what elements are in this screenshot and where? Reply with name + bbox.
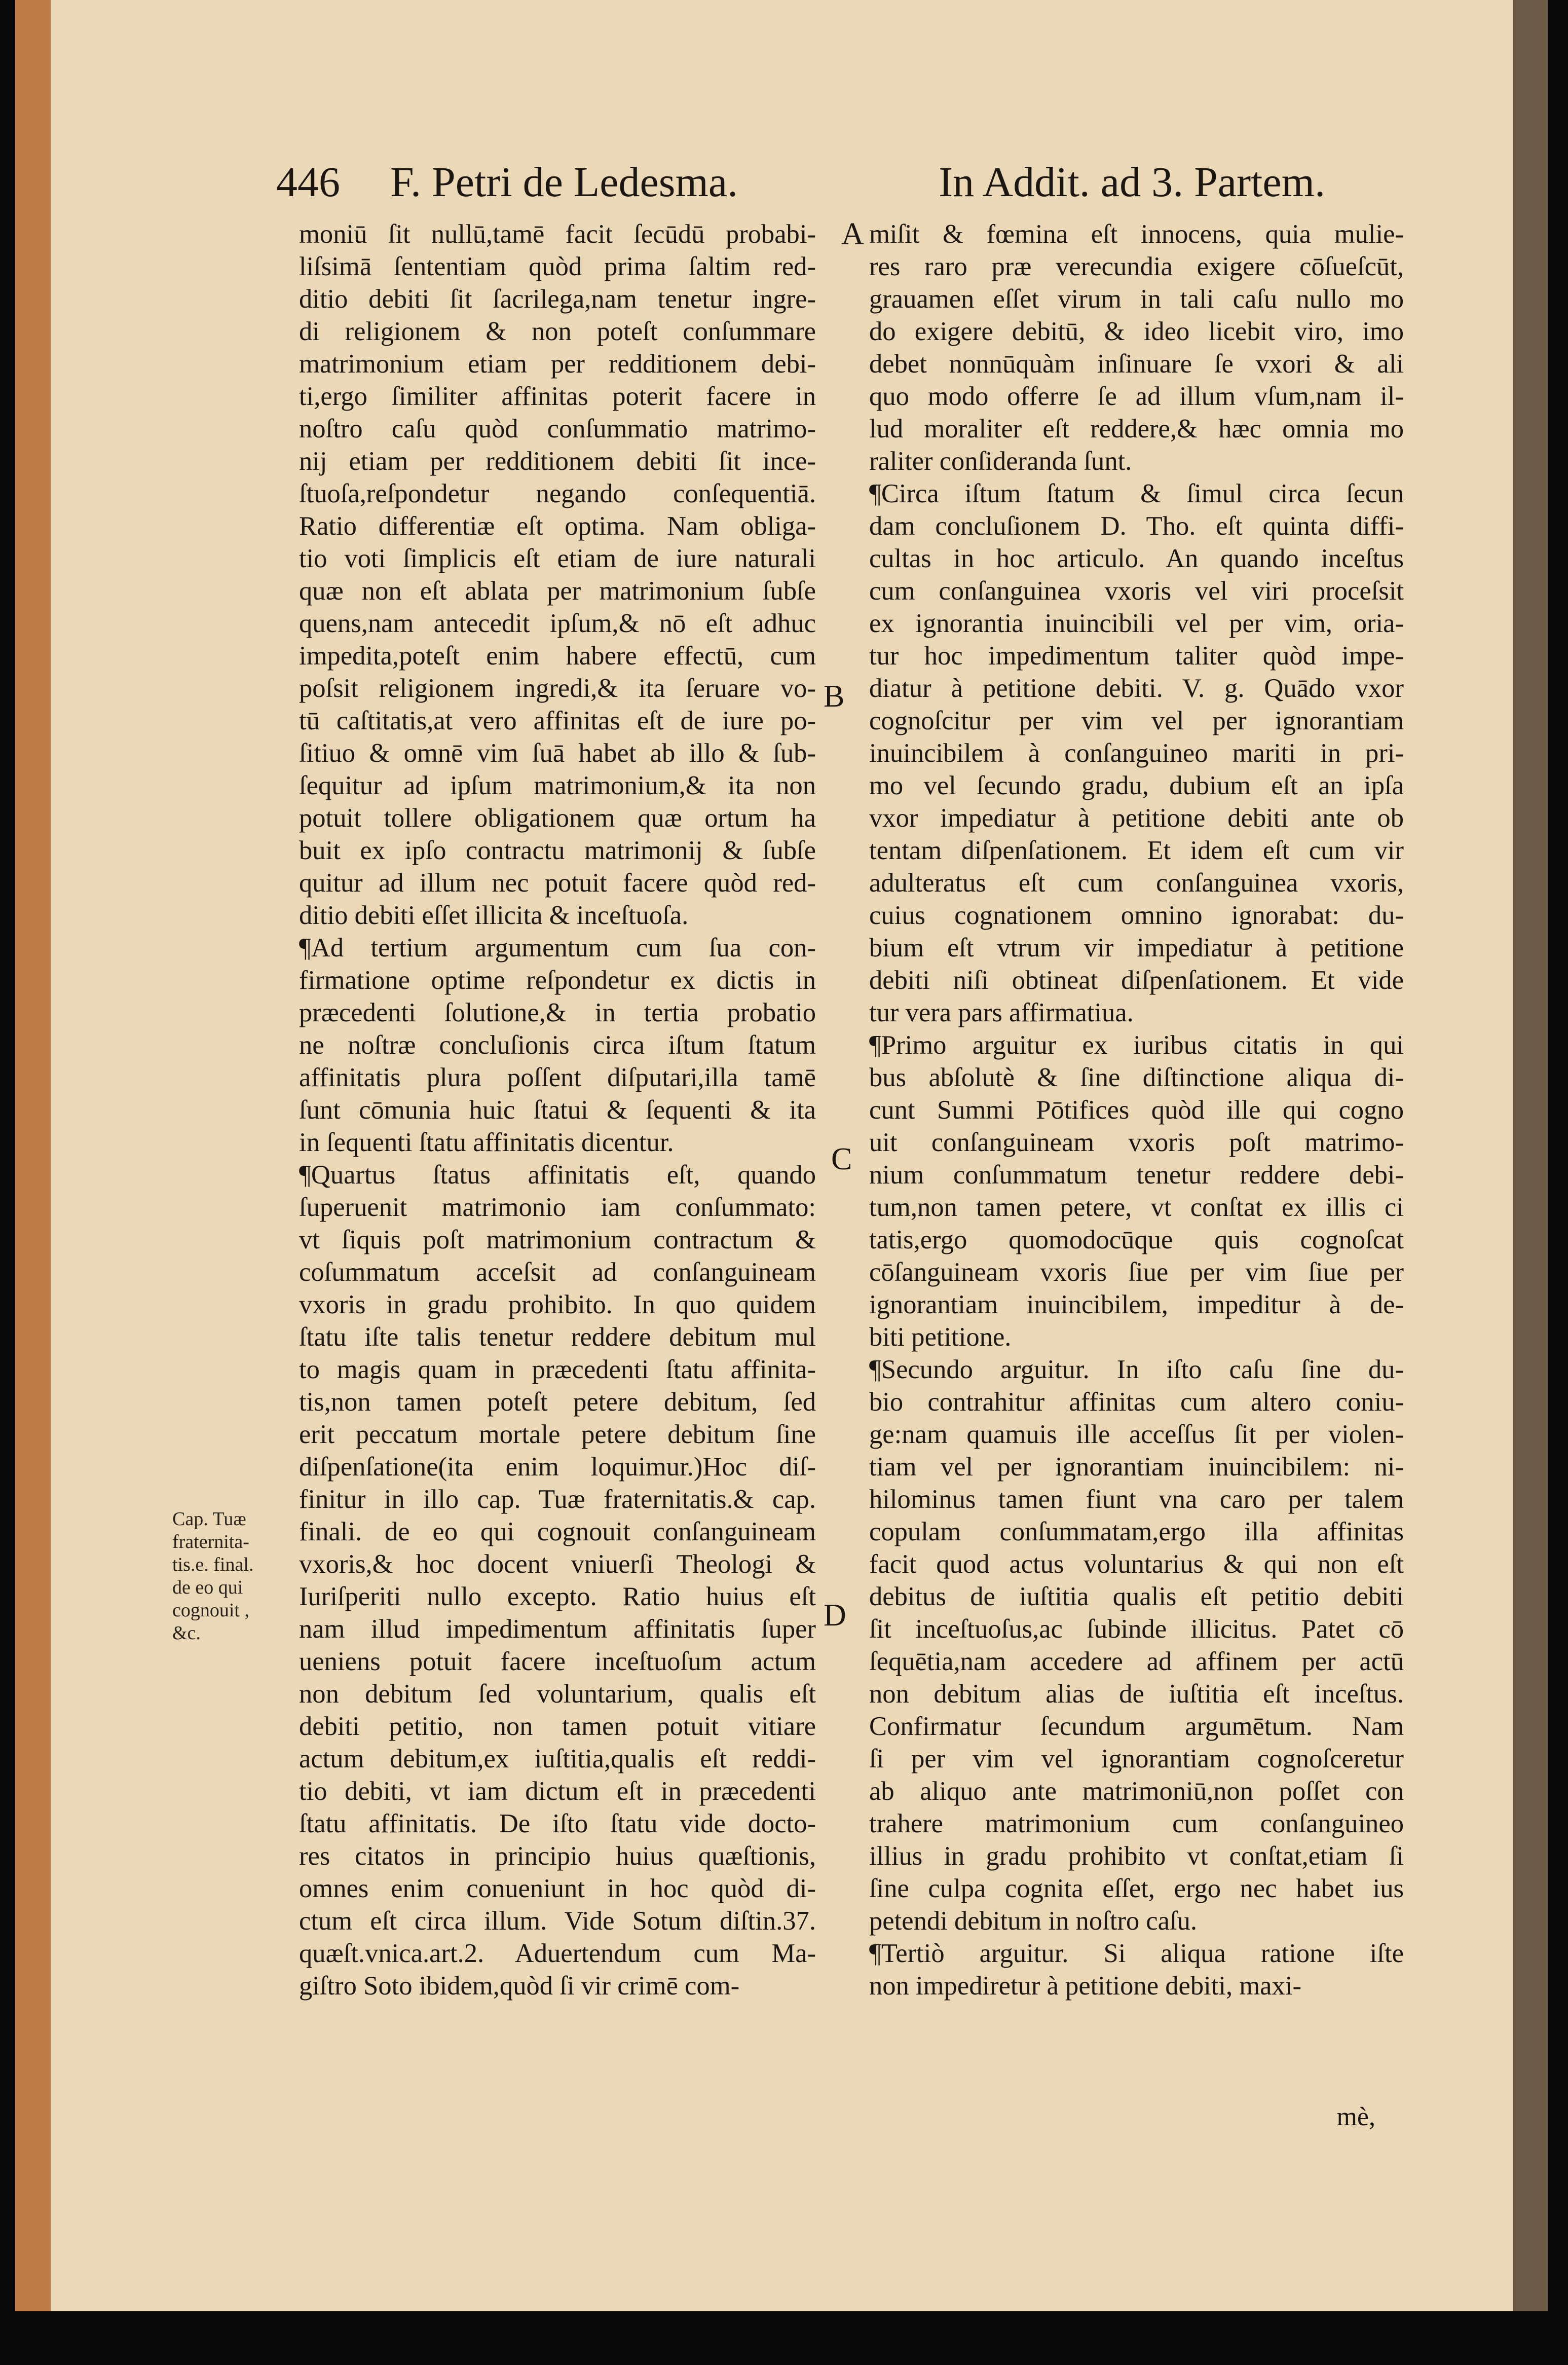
page-edge-left — [15, 0, 51, 2365]
text-line: lud moraliter eſt reddere,& hæc omnia mo — [869, 414, 1404, 444]
text-line: non debitum ſed voluntarium, qualis eſt — [299, 1679, 816, 1709]
marginal-citation-line: tis.e. final. — [172, 1554, 254, 1575]
margin-letter-c: C — [831, 1142, 852, 1176]
text-line: quitur ad illum nec potuit facere quòd red- — [299, 868, 816, 898]
text-line: do exigere debitū, & ideo licebit viro, imo — [869, 317, 1404, 346]
text-line: quo modo offerre ſe ad illum vſum,nam il- — [869, 382, 1404, 411]
text-line: ex ignorantia inuincibili vel per vim, oria- — [869, 609, 1404, 638]
text-line: cōſanguineam vxoris ſiue per vim ſiue per — [869, 1258, 1404, 1287]
text-line: quens,nam antecedit ipſum,& nō eſt adhuc — [299, 609, 816, 638]
marginal-citation-line: &c. — [172, 1622, 201, 1644]
text-line: tis,non tamen poteſt petere debitum, ſed — [299, 1387, 816, 1417]
text-line: giſtro Soto ibidem,quòd ſi vir crimē com- — [299, 1971, 740, 2001]
text-line: ne noſtræ concluſionis circa iſtum ſtatum — [299, 1030, 816, 1060]
text-line: debiti niſi obtineat diſpenſationem. Et vide — [869, 966, 1404, 995]
text-line: bus abſolutè & ſine diſtinctione aliqua di- — [869, 1063, 1404, 1092]
text-line: ſtatu iſte talis tenetur reddere debitum mul — [299, 1322, 816, 1352]
text-line: illius in gradu prohibito vt conſtat,etiam ſi — [869, 1841, 1404, 1871]
text-line: potuit tollere obligationem quæ ortum ha — [299, 803, 816, 833]
text-line: matrimonium etiam per redditionem debi- — [299, 349, 816, 379]
text-line: ctum eſt circa illum. Vide Sotum diſtin.37. — [299, 1906, 816, 1936]
text-line: facit quod actus voluntarius & qui non eſt — [869, 1549, 1404, 1579]
text-line: coſummatum acceſsit ad conſanguineam — [299, 1258, 816, 1287]
text-line: tur vera pars affirmatiua. — [869, 998, 1134, 1027]
text-line: quæ non eſt ablata per matrimonium ſubſe — [299, 576, 816, 606]
text-line: ſi per vim vel ignorantiam cognoſceretur — [869, 1744, 1404, 1773]
text-line: tur hoc impedimentum taliter quòd impe- — [869, 641, 1404, 671]
text-line: ſine culpa cognita eſſet, ergo nec habet ius — [869, 1874, 1404, 1903]
text-line: ¶Secundo arguitur. In iſto caſu ſine du- — [869, 1355, 1404, 1384]
text-line: ¶Primo arguitur ex iuribus citatis in qui — [869, 1030, 1404, 1060]
text-line: firmatione optime reſpondetur ex dictis in — [299, 966, 816, 995]
text-line: ſequitur ad ipſum matrimonium,& ita non — [299, 771, 816, 800]
text-line: cognoſcitur per vim vel per ignorantiam — [869, 706, 1404, 735]
text-line: miſit & fœmina eſt innocens, quia mulie- — [869, 219, 1404, 249]
text-line: erit peccatum mortale petere debitum ſine — [299, 1420, 816, 1449]
marginal-citation-line: cognouit , — [172, 1600, 249, 1621]
text-line: tentam diſpenſationem. Et idem eſt cum vir — [869, 836, 1404, 865]
text-line: cuius cognationem omnino ignorabat: du- — [869, 901, 1404, 930]
text-line: ſunt cōmunia huic ſtatui & ſequenti & ita — [299, 1095, 816, 1125]
text-line: tio voti ſimplicis eſt etiam de iure naturali — [299, 544, 816, 573]
text-line: nij etiam per redditionem debiti ſit ince- — [299, 447, 816, 476]
text-line: diatur à petitione debiti. V. g. Quādo vxor — [869, 674, 1404, 703]
running-head — [276, 155, 1325, 210]
text-line: ti,ergo ſimiliter affinitas poterit facere in — [299, 382, 816, 411]
text-line: adulteratus eſt cum conſanguinea vxoris, — [869, 868, 1404, 898]
text-line: grauamen eſſet virum in tali caſu nullo mo — [869, 284, 1404, 314]
text-line: debitus de iuſtitia qualis eſt petitio debiti — [869, 1582, 1404, 1611]
text-line: res citatos in principio huius quæſtionis, — [299, 1841, 816, 1871]
text-line: ueniens potuit facere inceſtuoſum actum — [299, 1647, 816, 1676]
text-line: ſtatu affinitatis. De iſto ſtatu vide docto- — [299, 1809, 816, 1838]
running-head-section: In Addit. ad 3. Partem. — [939, 159, 1325, 206]
text-line: diſpenſatione(ita enim loquimur.)Hoc diſ- — [299, 1452, 816, 1482]
marginal-citation — [172, 1508, 294, 1645]
text-line: cunt Summi Pōtifices quòd ille qui cogno — [869, 1095, 1404, 1125]
text-line: vxoris in gradu prohibito. In quo quidem — [299, 1290, 816, 1319]
text-line: vxor impediatur à petitione debiti ante ob — [869, 803, 1404, 833]
background-bottom — [0, 2311, 1568, 2365]
text-line: tū caſtitatis,at vero affinitas eſt de iure po- — [299, 706, 816, 735]
text-line: raliter conſideranda ſunt. — [869, 447, 1132, 476]
text-line: Confirmatur ſecundum argumētum. Nam — [869, 1712, 1404, 1741]
text-line: Ratio differentiæ eſt optima. Nam obliga- — [299, 511, 816, 541]
text-line: bium eſt vtrum vir impediatur à petitione — [869, 933, 1404, 963]
text-line: Iuriſperiti nullo excepto. Ratio huius eſt — [299, 1582, 816, 1611]
text-line: ſequētia,nam accedere ad affinem per actū — [869, 1647, 1404, 1676]
text-line: cultas in hoc articulo. An quando inceſtus — [869, 544, 1404, 573]
gutter-shadow — [1513, 0, 1548, 2365]
text-line: ¶Circa iſtum ſtatum & ſimul circa ſecun — [869, 479, 1404, 508]
text-line: nium conſummatum tenetur reddere debi- — [869, 1160, 1404, 1190]
right-text-column — [869, 218, 1404, 2002]
left-text-column — [299, 218, 816, 2002]
page-number: 446 — [276, 159, 340, 206]
text-line: uit conſanguineam vxoris poſt matrimo- — [869, 1128, 1404, 1157]
text-line: dam concluſionem D. Tho. eſt quinta diffi- — [869, 511, 1404, 541]
text-line: inuincibilem à conſanguineo mariti in pri- — [869, 738, 1404, 768]
text-line: ignorantiam inuincibilem, impeditur à de- — [869, 1290, 1404, 1319]
text-line: mo vel ſecundo gradu, dubium eſt an ipſa — [869, 771, 1404, 800]
text-line: ¶Tertiò arguitur. Si aliqua ratione iſte — [869, 1939, 1404, 1968]
text-line: di religionem & non poteſt conſummare — [299, 317, 816, 346]
text-line: impedita,poteſt enim habere effectū, cum — [299, 641, 816, 671]
catchword: mè, — [1336, 2102, 1375, 2131]
text-line: debet nonnūquàm inſinuare ſe vxori & ali — [869, 349, 1404, 379]
text-line: ſit inceſtuoſus,ac ſubinde illicitus. Patet cō — [869, 1614, 1404, 1644]
text-line: ſtuoſa,reſpondetur negando conſequentiā. — [299, 479, 816, 508]
marginal-citation-line: de eo qui — [172, 1577, 243, 1598]
text-line: affinitatis plura poſſent diſputari,illa tamē — [299, 1063, 816, 1092]
text-line: non debitum alias de iuſtitia eſt inceſtus. — [869, 1679, 1404, 1709]
marginal-citation-line: Cap. Tuæ — [172, 1508, 246, 1530]
text-line: moniū ſit nullū,tamē facit ſecūdū probabi- — [299, 219, 816, 249]
text-line: ¶Ad tertium argumentum cum ſua con- — [299, 933, 816, 963]
text-line: omnes enim conueniunt in hoc quòd di- — [299, 1874, 816, 1903]
text-line: to magis quam in præcedenti ſtatu affinita- — [299, 1355, 816, 1384]
text-line: tio debiti, vt iam dictum eſt in præcedenti — [299, 1777, 816, 1806]
text-line: finali. de eo qui cognouit conſanguineam — [299, 1517, 816, 1546]
text-line: vt ſiquis poſt matrimonium contractum & — [299, 1225, 816, 1254]
text-line: vxoris,& hoc docent vniuerſi Theologi & — [299, 1549, 816, 1579]
text-line: finitur in illo cap. Tuæ fraternitatis.& cap. — [299, 1485, 816, 1514]
text-line: actum debitum,ex iuſtitia,qualis eſt reddi- — [299, 1744, 816, 1773]
text-line: res raro præ verecundia exigere cōſueſcūt, — [869, 252, 1404, 281]
text-line: bio contrahitur affinitas cum altero coniu- — [869, 1387, 1404, 1417]
text-line: non impediretur à petitione debiti, maxi- — [869, 1971, 1301, 2001]
text-line: ¶Quartus ſtatus affinitatis eſt, quando — [299, 1160, 816, 1190]
text-line: cum conſanguinea vxoris vel viri proceſsit — [869, 576, 1404, 606]
text-line: ditio debiti ſit ſacrilega,nam tenetur ingre- — [299, 284, 816, 314]
margin-letter-a: A — [841, 217, 864, 251]
text-line: ditio debiti eſſet illicita & inceſtuoſa. — [299, 901, 689, 930]
text-line: ſuperuenit matrimonio iam conſummato: — [299, 1193, 816, 1222]
margin-letter-b: B — [824, 679, 845, 714]
text-line: ſitiuo & omnē vim ſuā habet ab illo & ſub- — [299, 738, 816, 768]
text-line: hilominus tamen fiunt vna caro per talem — [869, 1485, 1404, 1514]
text-line: quæſt.vnica.art.2. Aduertendum cum Ma- — [299, 1939, 816, 1968]
text-line: noſtro caſu quòd conſummatio matrimo- — [299, 414, 816, 444]
text-line: nam illud impedimentum affinitatis ſuper — [299, 1614, 816, 1644]
text-line: tatis,ergo quomodocūque quis cognoſcat — [869, 1225, 1404, 1254]
text-line: poſsit religionem ingredi,& ita ſeruare vo- — [299, 674, 816, 703]
text-line: ge:nam quamuis ille acceſſus ſit per violen- — [869, 1420, 1404, 1449]
text-line: buit ex ipſo contractu matrimonij & ſubſe — [299, 836, 816, 865]
text-line: biti petitione. — [869, 1322, 1012, 1352]
text-line: liſsimā ſententiam quòd prima ſaltim red- — [299, 252, 816, 281]
page-edge-right — [1548, 0, 1568, 2365]
text-line: in ſequenti ſtatu affinitatis dicentur. — [299, 1128, 674, 1157]
margin-letter-d: D — [824, 1598, 846, 1633]
text-line: ab aliquo ante matrimoniū,non poſſet con — [869, 1777, 1404, 1806]
running-head-author: F. Petri de Ledesma. — [390, 159, 738, 206]
text-line: præcedenti ſolutione,& in tertia probatio — [299, 998, 816, 1027]
text-line: tiam vel per ignorantiam inuincibilem: ni- — [869, 1452, 1404, 1482]
marginal-citation-line: fraternita- — [172, 1531, 249, 1553]
text-line: tum,non tamen petere, vt conſtat ex illis ci — [869, 1193, 1404, 1222]
text-line: debiti petitio, non tamen potuit vitiare — [299, 1712, 816, 1741]
text-line: petendi debitum in noſtro caſu. — [869, 1906, 1198, 1936]
text-line: trahere matrimonium cum conſanguineo — [869, 1809, 1404, 1838]
text-line: copulam conſummatam,ergo illa affinitas — [869, 1517, 1404, 1546]
